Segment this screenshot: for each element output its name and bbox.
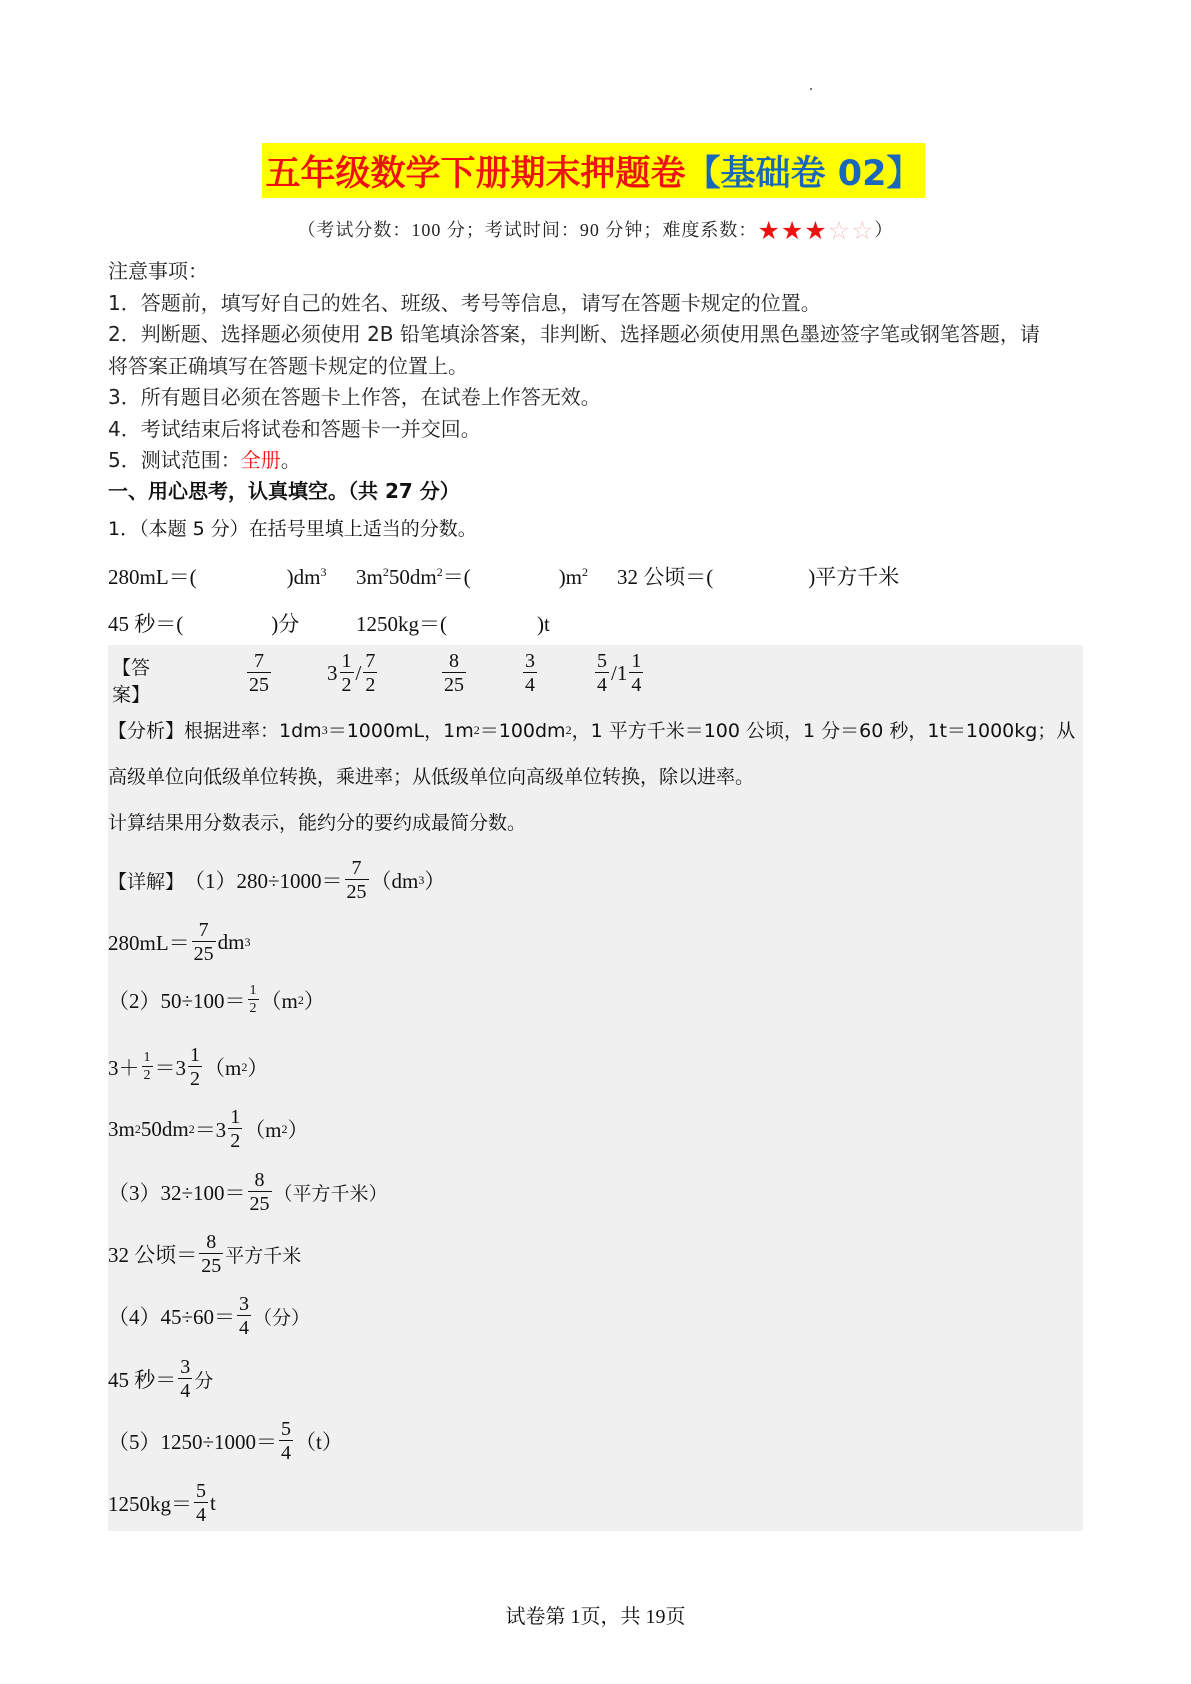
step-text: （m [244, 1118, 282, 1142]
blank-item [356, 561, 588, 591]
answer-value [245, 651, 273, 695]
denominator: 25 [249, 1193, 270, 1215]
answer-label-text: 【答案】 [112, 657, 151, 706]
step-text: （2）50÷100＝ [108, 989, 246, 1013]
answer-value [440, 651, 468, 695]
denominator: 2 [230, 1130, 241, 1152]
analysis-text: ，1 平方千米＝100 公顷，1 分＝60 秒，1t＝1000kg；从 [571, 720, 1076, 742]
step-text: （3）32÷100＝ [108, 1181, 246, 1205]
whole-number: 3 [327, 660, 338, 685]
detail-step: 3＋ $\frac{1}{2}$ ＝3 $\frac{1}{2}$ （m 2 ） [108, 1044, 269, 1090]
numerator: 1 [143, 1050, 151, 1065]
denominator: 25 [249, 674, 269, 696]
step-text: ） [247, 1056, 269, 1080]
answer-value [521, 651, 539, 695]
blank-right: )平方千米 [808, 565, 900, 589]
blank-item [617, 561, 899, 591]
fraction [188, 1045, 202, 1089]
title-main: 五年级数学下册期末押题卷 [265, 153, 686, 194]
step-text: （m [260, 989, 298, 1013]
instruction-scope [108, 445, 1088, 477]
blank-left: 1250kg＝( [356, 612, 447, 636]
blank-right: )分 [271, 612, 300, 636]
detail-step [108, 1419, 343, 1463]
difficulty-rating [757, 218, 875, 245]
blank-item [356, 608, 550, 638]
denominator: 25 [201, 1255, 222, 1277]
fraction [279, 1419, 293, 1463]
question-stem-text: 1．（本题 5 分）在括号里填上适当的分数。 [108, 518, 477, 540]
step-text: （1）280÷1000＝ [184, 869, 343, 893]
detail-step [108, 1294, 310, 1338]
step-text: dm [217, 929, 245, 954]
numerator: 5 [281, 1418, 292, 1440]
analysis-text: 高级单位向低级单位转换，乘进率；从低级单位向高级单位转换，除以进率。 [108, 766, 755, 788]
denominator: 4 [525, 674, 535, 696]
separator: / [611, 660, 617, 685]
instruction-item: 1．答题前，填写好自己的姓名、班级、考号等信息，请写在答题卡规定的位置。 [108, 290, 821, 315]
denominator: 4 [631, 674, 642, 696]
denominator: 25 [346, 881, 367, 903]
blank-right: )m [558, 565, 583, 589]
numerator: 1 [249, 983, 257, 998]
fraction [340, 651, 354, 695]
fraction [345, 858, 369, 902]
detail-step: 3m 2 50dm 2 ＝3 $\frac{1}{2}$ （m 2 ） [108, 1106, 309, 1152]
detail-step [108, 1170, 388, 1214]
numerator: 7 [351, 857, 362, 879]
numerator: 8 [206, 1231, 217, 1253]
numerator: 8 [449, 650, 459, 672]
step-text: 32 公顷＝ [108, 1243, 198, 1267]
step-text: （分） [253, 1306, 311, 1329]
numerator: 1 [190, 1044, 200, 1066]
blank-left: 32 公顷＝( [617, 565, 714, 589]
section-heading: 一、用心思考，认真填空。（共 27 分） [108, 479, 460, 503]
step-text: ） [287, 1118, 309, 1142]
blank-right: )t [537, 612, 550, 636]
detail-step [108, 1357, 213, 1401]
fraction [247, 651, 271, 695]
denominator: 2 [190, 1068, 200, 1090]
fraction [228, 1107, 242, 1151]
step-text: 280mL＝ [108, 931, 190, 955]
step-text: 50dm [140, 1116, 189, 1141]
answer-value [593, 651, 645, 695]
analysis-text: 计算结果用分数表示，能约分的要约成最简分数。 [108, 812, 527, 834]
step-text: （dm [370, 869, 419, 893]
numerator: 1 [341, 650, 352, 672]
numerator: 5 [597, 650, 607, 672]
star-filled-icon: ★ [804, 218, 828, 245]
fraction [248, 1170, 272, 1214]
instruction-item: 2．判断题、选择题必须使用 2B 铅笔填涂答案，非判断、选择题必须使用黑色墨迹签字笔或钢笔答题，请 [108, 322, 1040, 346]
fraction [363, 651, 377, 695]
detail-step [108, 1232, 301, 1276]
numerator: 3 [180, 1356, 191, 1378]
instruction-item: 将答案正确填写在答题卡规定的位置上。 [108, 353, 468, 378]
superscript: 2 [582, 565, 589, 579]
answer-value [327, 651, 379, 695]
step-text: 分 [194, 1369, 214, 1392]
scope-label: 5．测试范围： [108, 448, 241, 472]
analysis-label: 【分析】 [108, 720, 185, 742]
analysis-text: ＝1000mL，1m [327, 720, 474, 742]
numerator: 5 [196, 1480, 206, 1502]
exam-info-close: ） [874, 220, 894, 240]
analysis-text: 根据进率：1dm [184, 720, 322, 742]
denominator: 2 [249, 1001, 257, 1016]
fraction [442, 651, 466, 695]
instructions [108, 256, 1088, 477]
denominator: 25 [444, 674, 464, 696]
title-banner [262, 143, 925, 198]
star-empty-icon: ☆ [851, 218, 875, 245]
step-text: t [210, 1490, 216, 1515]
step-text: ＝3 [194, 1118, 227, 1142]
page-footer: 试卷第 1页，共 19页 [505, 1606, 686, 1628]
instruction-item: 3．所有题目必须在答题卡上作答，在试卷上作答无效。 [108, 385, 601, 409]
fraction [192, 920, 216, 964]
superscript: 3 [320, 565, 327, 579]
step-text: （t） [295, 1430, 343, 1454]
blank-item [108, 608, 299, 638]
scope-suffix: 。 [280, 448, 301, 472]
star-filled-icon: ★ [780, 218, 805, 245]
fraction [595, 651, 609, 695]
step-text: （m [204, 1056, 242, 1080]
denominator: 4 [196, 1504, 206, 1526]
denominator: 4 [180, 1380, 191, 1402]
analysis-text: ＝100dm [479, 720, 566, 742]
fraction [199, 1232, 223, 1276]
denominator: 4 [281, 1442, 292, 1464]
denominator: 4 [239, 1317, 250, 1339]
step-text: 45 秒＝ [108, 1368, 177, 1392]
numerator: 7 [254, 650, 264, 672]
numerator: 3 [525, 650, 535, 672]
numerator: 7 [198, 919, 209, 941]
denominator: 25 [193, 943, 214, 965]
step-text: （5）1250÷1000＝ [108, 1430, 278, 1454]
blank-left: 280mL＝( [108, 565, 197, 589]
blank-left: ＝( [442, 565, 471, 589]
detail-step: （2）50÷100＝ $\frac{1}{2}$ （m 2 ） [108, 983, 325, 1016]
detail-step [108, 1481, 216, 1525]
denominator: 2 [143, 1068, 151, 1083]
instructions-heading: 注意事项： [108, 259, 208, 283]
title-edition: 【基础卷 02】 [685, 153, 922, 194]
blank-left: 45 秒＝( [108, 612, 184, 636]
blank-left: 50dm [388, 565, 437, 589]
analysis-line [108, 762, 754, 789]
question-stem [108, 514, 477, 541]
analysis-line: 【分析】 根据进率：1dm 3 ＝1000mL，1m 2 ＝100dm 2 ，1 平方千米＝100 公顷，1 分＝60 秒，1t＝1000kg；从 [108, 716, 1075, 743]
analysis-line [108, 808, 526, 835]
step-text: 3＋ [108, 1056, 140, 1080]
blank-right: )dm [286, 565, 321, 589]
numerator: 7 [365, 650, 376, 672]
fraction [142, 1051, 153, 1083]
fraction [629, 651, 643, 695]
fraction [178, 1357, 192, 1401]
fraction [237, 1294, 251, 1338]
numerator: 3 [239, 1293, 250, 1315]
answer-label [112, 657, 151, 706]
whole-number: 1 [616, 660, 628, 685]
blank-left: 3m [356, 565, 383, 589]
star-empty-icon: ☆ [827, 218, 852, 245]
star-filled-icon: ★ [757, 218, 781, 245]
detail-label: 【详解】 [108, 870, 185, 893]
exam-info-text: （考试分数：100 分；考试时间：90 分钟；难度系数： [297, 220, 758, 240]
numerator: 1 [631, 650, 642, 672]
exam-info [0, 216, 1191, 244]
page-dot-mark [810, 88, 812, 90]
step-text: 平方千米 [225, 1244, 302, 1267]
step-text: 3m [108, 1116, 135, 1141]
superscript: 2 [382, 565, 389, 579]
step-text: ） [303, 989, 325, 1013]
detail-step: 【详解】 （1）280÷1000＝ $\frac{7}{25}$ （dm 3 ） [108, 857, 446, 903]
denominator: 4 [597, 674, 607, 696]
step-text: （平方千米） [273, 1182, 388, 1205]
separator: / [355, 660, 362, 685]
blank-item [108, 561, 326, 591]
detail-step: 280mL＝ $\frac{7}{25}$ dm 3 [108, 919, 251, 965]
scope-value: 全册 [240, 448, 281, 472]
step-text: 1250kg＝ [108, 1492, 192, 1516]
superscript: 2 [436, 565, 443, 579]
step-text: ） [424, 869, 446, 893]
fraction [523, 651, 537, 695]
denominator: 2 [365, 674, 376, 696]
instruction-item: 4．考试结束后将试卷和答题卡一并交回。 [108, 416, 481, 441]
fraction [248, 984, 259, 1016]
denominator: 2 [341, 674, 352, 696]
fraction [194, 1481, 208, 1525]
step-text: ＝3 [154, 1056, 186, 1080]
numerator: 8 [254, 1169, 265, 1191]
step-text: （4）45÷60＝ [108, 1305, 236, 1329]
numerator: 1 [230, 1106, 241, 1128]
